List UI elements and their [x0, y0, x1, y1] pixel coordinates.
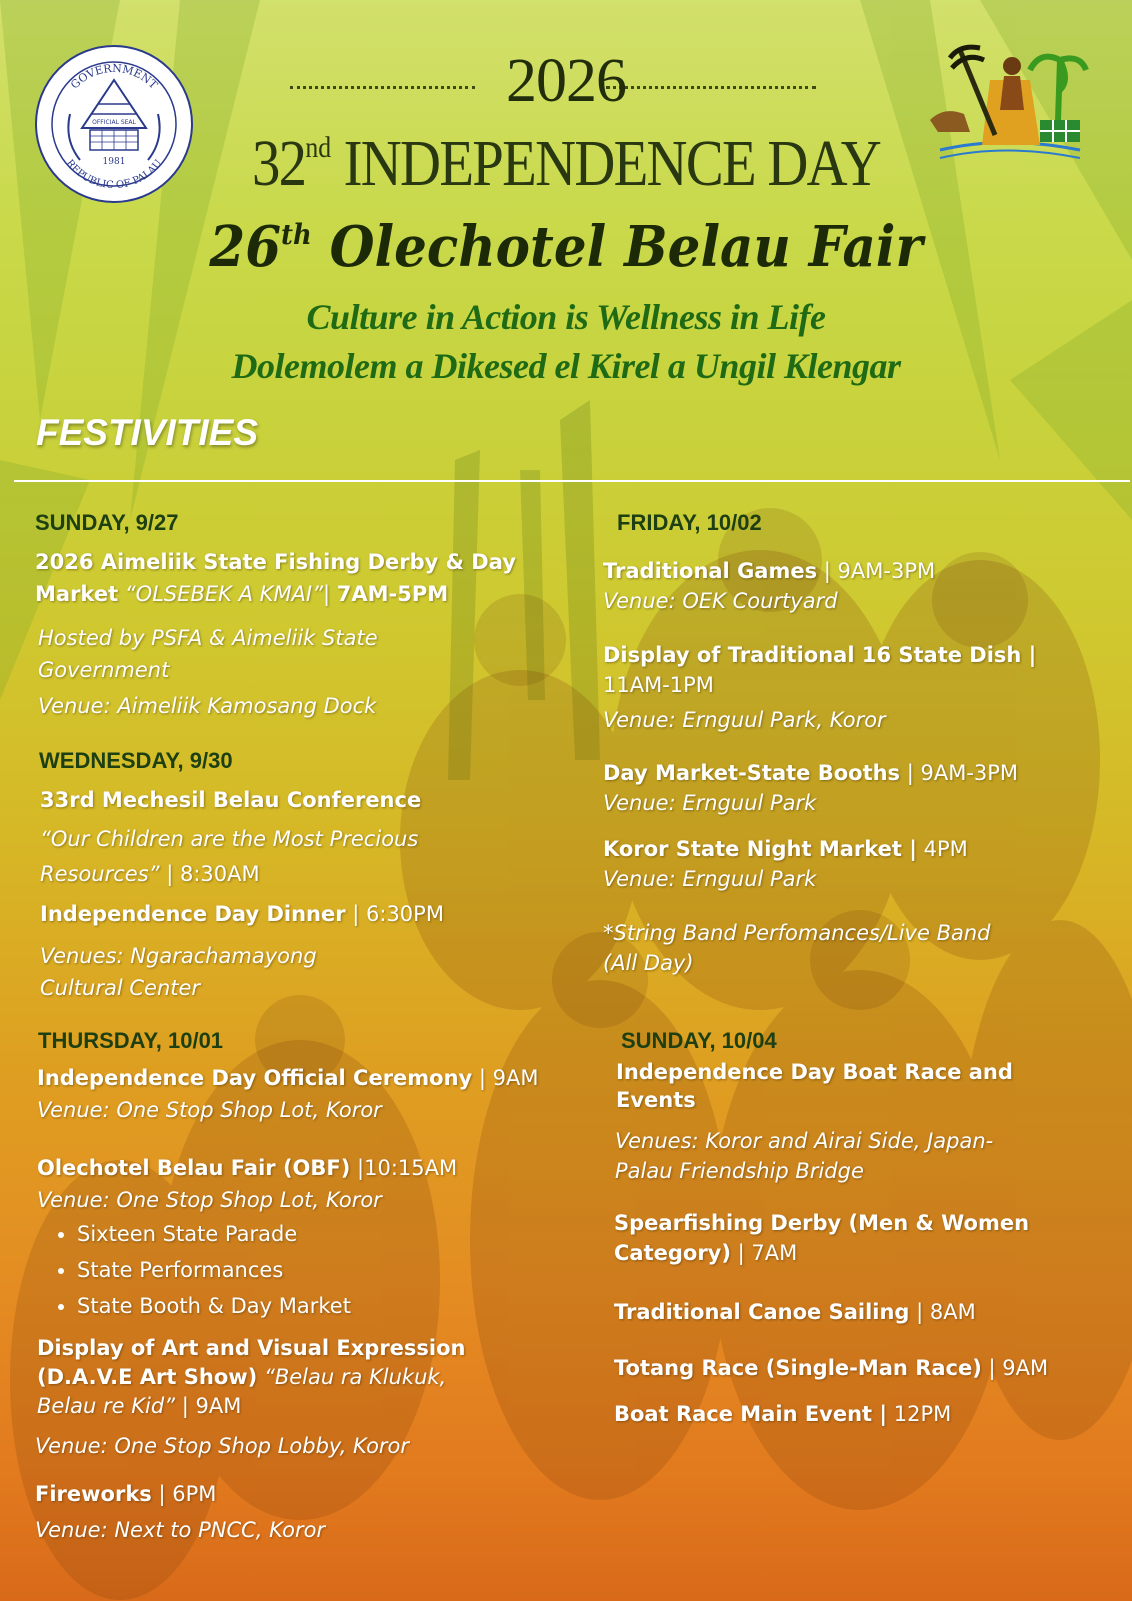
- event-conference-quote: [40, 822, 418, 892]
- event-title-cont: Market: [35, 582, 119, 606]
- event-official-ceremony: [37, 1062, 539, 1126]
- event-venue: Venue: Ernguul Park: [603, 791, 817, 815]
- event-title: Boat Race Main Event |: [614, 1402, 888, 1426]
- fair-name: Olechotel Belau Fair: [329, 214, 923, 280]
- title-main: INDEPENDENCE DAY: [343, 127, 880, 200]
- event-boat-race-main: [614, 1398, 951, 1430]
- event-venue: Venue: One Stop Shop Lot, Koror: [37, 1098, 382, 1122]
- event-title-line2: (D.A.V.E Art Show): [37, 1365, 258, 1389]
- event-fireworks: [35, 1476, 325, 1548]
- event-title: Koror State Night Market |: [603, 837, 917, 861]
- list-item: • Sixteen State Parade: [77, 1216, 457, 1252]
- event-title-line2: Category): [614, 1241, 731, 1265]
- event-title-line2: Events: [616, 1088, 696, 1112]
- event-title: 33rd Mechesil Belau Conference: [40, 788, 422, 812]
- event-quote: “OLSEBEK A KMAI”: [124, 582, 323, 606]
- note-line2: (All Day): [603, 951, 694, 975]
- theme-palauan: Dolemolem a Dikesed el Kirel a Ungil Klengar: [231, 346, 901, 386]
- event-venue: Venue: One Stop Shop Lot, Koror: [37, 1188, 382, 1212]
- event-time: | 8AM: [909, 1300, 976, 1324]
- seal-bottom-text: REPUBLIC OF PALAU: [63, 157, 165, 192]
- title-ordinal: 32: [252, 127, 306, 200]
- event-venue: Venue: Aimeliik Kamosang Dock: [38, 694, 377, 718]
- event-title: Independence Day Dinner: [40, 902, 346, 926]
- day-heading-sunday-1004: SUNDAY, 10/04: [621, 1028, 777, 1053]
- event-state-dish: [603, 640, 1036, 700]
- event-state-dish-venue: Venue: Ernguul Park, Koror: [603, 708, 886, 732]
- event-time: | 9AM: [472, 1066, 539, 1090]
- event-title: Display of Traditional 16 State Dish |: [603, 643, 1037, 667]
- list-item: • State Performances: [77, 1252, 457, 1288]
- day-heading-sunday-927: SUNDAY, 9/27: [35, 510, 179, 535]
- seal-inner-label: OFFICIAL SEAL: [92, 119, 136, 126]
- seal-year: 1981: [102, 157, 126, 167]
- fair-title: [45, 214, 1086, 280]
- event-quote-line1: “Belau ra Klukuk,: [257, 1365, 447, 1389]
- event-time: | 9AM: [981, 1356, 1049, 1380]
- event-quote-line1: “Our Children are the Most Precious: [40, 827, 419, 851]
- event-quote-line2: Resources”: [40, 862, 160, 886]
- event-title-line1: Spearfishing Derby (Men & Women: [614, 1211, 1030, 1235]
- event-venue: Venue: Ernguul Park: [603, 867, 817, 891]
- fair-ordinal: 26: [209, 214, 282, 280]
- event-obf: [37, 1152, 457, 1324]
- event-conference: [40, 784, 421, 816]
- event-title: Traditional Canoe Sailing: [614, 1300, 910, 1324]
- event-venue: Venue: Next to PNCC, Koror: [35, 1518, 326, 1542]
- event-canoe-sailing: [614, 1296, 976, 1328]
- event-year: 2026: [506, 47, 626, 115]
- event-title: Fireworks: [35, 1482, 152, 1506]
- event-venue-line1: Venues: Ngarachamayong: [40, 944, 317, 968]
- event-title: Traditional Games: [603, 559, 818, 583]
- event-host: [38, 622, 378, 686]
- event-title: Totang Race (Single-Man Race): [614, 1356, 982, 1380]
- day-heading-thursday-1001: THURSDAY, 10/01: [38, 1028, 224, 1053]
- event-day-market: [603, 758, 1018, 818]
- event-traditional-games: [603, 556, 935, 616]
- event-time: 12PM: [887, 1402, 952, 1426]
- list-item: • State Booth & Day Market: [77, 1288, 457, 1324]
- event-spearfishing: [614, 1208, 1029, 1268]
- event-quote-line2: Belau re Kid”: [37, 1394, 176, 1418]
- event-title: 2026 Aimeliik State Fishing Derby & Day: [35, 550, 516, 574]
- event-time: | 6PM: [151, 1482, 217, 1506]
- day-heading-friday-1002: FRIDAY, 10/02: [617, 510, 762, 535]
- fair-ordinal-suffix: th: [281, 218, 312, 251]
- event-venue-line2: Palau Friendship Bridge: [615, 1159, 864, 1183]
- seal-top-text: GOVERNMENT: [68, 61, 160, 92]
- title-ordinal-suffix: nd: [305, 131, 332, 164]
- event-fishing-derby: [35, 546, 595, 610]
- event-title: Independence Day Official Ceremony: [37, 1066, 473, 1090]
- event-time: | 9AM-3PM: [817, 559, 936, 583]
- event-title: [79, 126, 1053, 202]
- event-bullet-list: [37, 1216, 457, 1324]
- event-time: 7AM-5PM: [336, 582, 449, 606]
- theme-english: Culture in Action is Wellness in Life: [306, 297, 826, 337]
- event-totang-race: [614, 1352, 1048, 1384]
- event-boat-race-venue: [615, 1126, 993, 1186]
- event-dinner-venue: [40, 940, 317, 1004]
- event-venue-line1: Venues: Koror and Airai Side, Japan-: [615, 1129, 994, 1153]
- section-divider: [14, 480, 1130, 482]
- event-time: |10:15AM: [350, 1156, 458, 1180]
- event-time: | 9AM: [175, 1394, 242, 1418]
- event-venue-line2: Cultural Center: [40, 976, 201, 1000]
- event-venue: Venue: OEK Courtyard: [603, 589, 838, 613]
- event-night-market: [603, 834, 968, 894]
- event-time: | 8:30AM: [159, 862, 260, 886]
- event-string-band-note: [603, 918, 991, 978]
- event-title: Olechotel Belau Fair (OBF): [37, 1156, 351, 1180]
- event-time: | 7AM: [730, 1241, 798, 1265]
- event-dinner: [40, 898, 444, 930]
- event-title-line1: Independence Day Boat Race and: [616, 1060, 1013, 1084]
- event-art-show: [37, 1334, 466, 1421]
- section-heading: FESTIVITIES: [36, 412, 259, 453]
- event-time: | 9AM-3PM: [900, 761, 1019, 785]
- note-line1: *String Band Perfomances/Live Band: [603, 921, 991, 945]
- event-time: 4PM: [916, 837, 968, 861]
- event-time: | 6:30PM: [345, 902, 444, 926]
- event-sep: |: [323, 582, 337, 606]
- event-time: 11AM-1PM: [603, 673, 714, 697]
- event-art-show-venue: Venue: One Stop Shop Lobby, Koror: [35, 1434, 410, 1458]
- event-host-line2: Government: [38, 658, 170, 682]
- event-title: Day Market-State Booths: [603, 761, 901, 785]
- event-boat-race: [616, 1058, 1013, 1114]
- day-heading-wednesday-930: WEDNESDAY, 9/30: [39, 748, 233, 773]
- event-title-line1: Display of Art and Visual Expression: [37, 1336, 466, 1360]
- event-host-line1: Hosted by PSFA & Aimeliik State: [38, 626, 378, 650]
